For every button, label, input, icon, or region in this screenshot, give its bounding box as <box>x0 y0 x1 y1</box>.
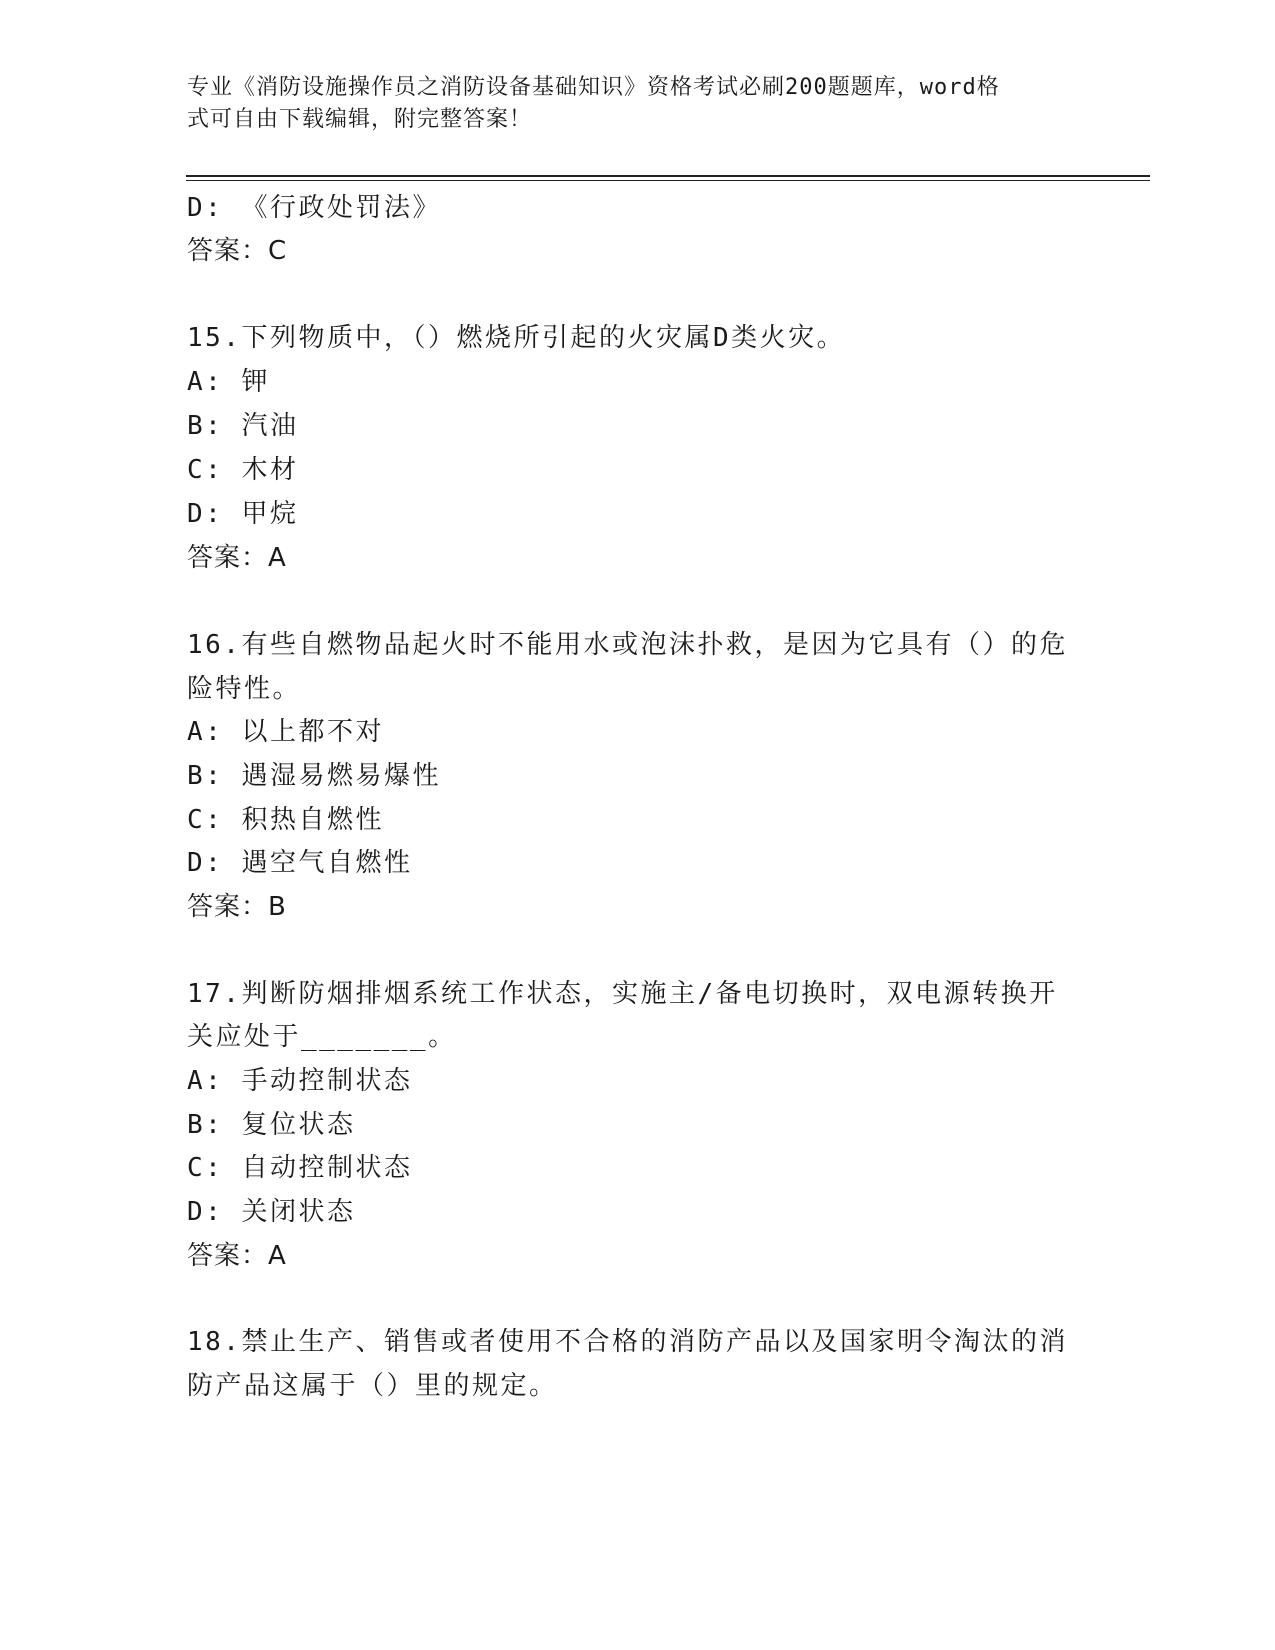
q18-stem-line-1: 18.禁止生产、销售或者使用不合格的消防产品以及国家明令淘汰的消 <box>187 1327 1068 1357</box>
header-divider-thin <box>186 180 1150 181</box>
q17-option-a: A: 手动控制状态 <box>187 1066 413 1096</box>
header-divider-thick <box>186 175 1150 177</box>
header-line-2: 式可自由下载编辑，附完整答案！ <box>187 107 533 132</box>
q16-answer: 答案：B <box>187 892 287 922</box>
prev-answer: 答案：C <box>187 236 288 266</box>
q16-option-c: C: 积热自燃性 <box>187 805 384 835</box>
q15-stem-line-1: 15.下列物质中，（）燃烧所引起的火灾属D类火灾。 <box>187 323 846 353</box>
q16-option-d: D: 遇空气自燃性 <box>187 848 413 878</box>
header-line-1: 专业《消防设施操作员之消防设备基础知识》资格考试必刷200题题库，word格 <box>187 75 1000 100</box>
q15-option-a: A: 钾 <box>187 367 270 397</box>
q15-option-d: D: 甲烷 <box>187 499 299 529</box>
q16-option-a: A: 以上都不对 <box>187 717 384 747</box>
q17-option-c: C: 自动控制状态 <box>187 1153 413 1183</box>
q17-stem-line-1: 17.判断防烟排烟系统工作状态，实施主/备电切换时，双电源转换开 <box>187 979 1058 1009</box>
q18-stem-line-2: 防产品这属于（）里的规定。 <box>187 1371 558 1401</box>
q16-stem-line-2: 险特性。 <box>187 674 302 704</box>
q16-option-b: B: 遇湿易燃易爆性 <box>187 761 441 791</box>
q16-stem-line-1: 16.有些自燃物品起火时不能用水或泡沫扑救，是因为它具有（）的危 <box>187 630 1068 660</box>
q15-answer: 答案：A <box>187 543 287 573</box>
q17-option-d: D: 关闭状态 <box>187 1197 356 1227</box>
document-header <box>187 72 1067 136</box>
q17-option-b: B: 复位状态 <box>187 1110 356 1140</box>
q17-answer: 答案：A <box>187 1241 287 1271</box>
q15-option-c: C: 木材 <box>187 455 299 485</box>
q17-stem-line-2: 关应处于_______。 <box>187 1022 457 1052</box>
prev-option-d: D: 《行政处罚法》 <box>187 193 441 223</box>
q15-option-b: B: 汽油 <box>187 411 299 441</box>
